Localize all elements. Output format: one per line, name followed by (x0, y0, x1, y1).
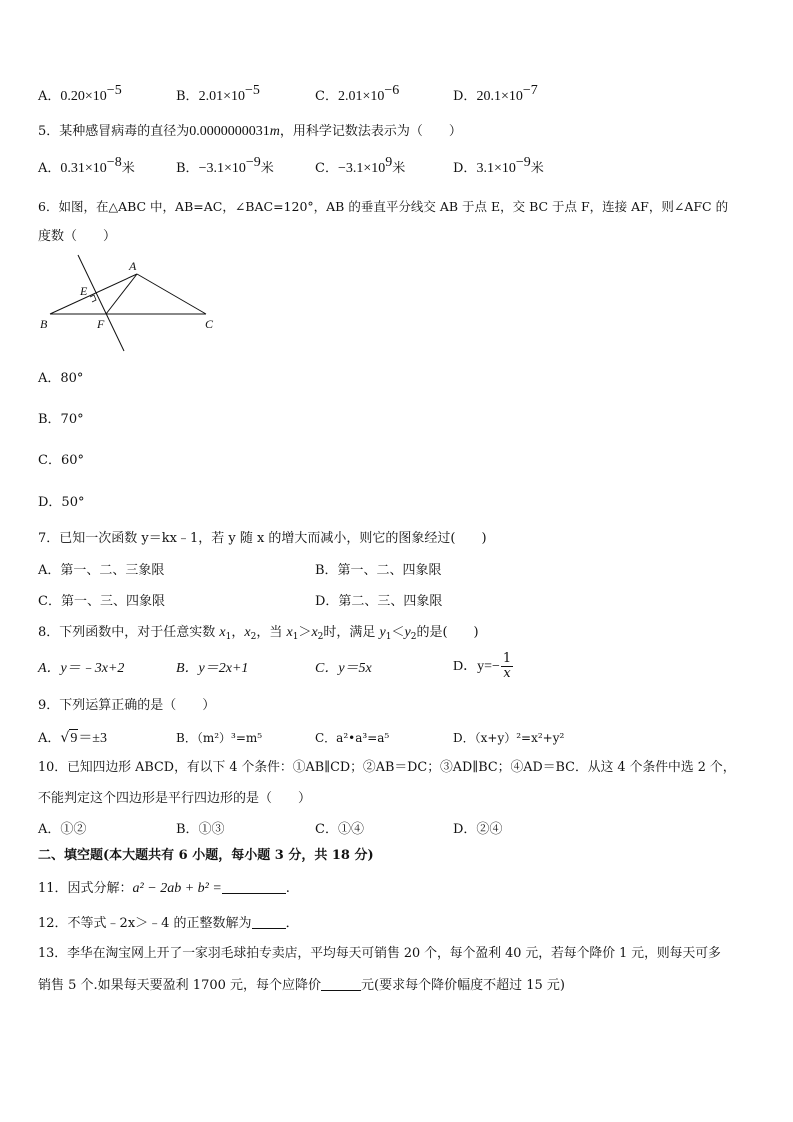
segment-af (106, 274, 137, 314)
fraction-one-over-x: $\frac{1}{x}$ (502, 651, 512, 681)
q12-answer-blank[interactable] (252, 914, 286, 929)
q9-option-d[interactable]: D．（x+y）²=x²+y² (453, 731, 565, 745)
q10-stem-line2: 不能判定这个四边形是平行四边形的是（ ） (38, 791, 312, 806)
side-ab (50, 274, 137, 314)
q5-option-d[interactable]: D．$3.1\times 10^{-9}$米 (453, 155, 544, 176)
q10-option-b[interactable]: B．①③ (176, 822, 225, 837)
section-title-fill-in: 二、填空题(本大题共有 6 小题，每小题 3 分，共 18 分) (38, 848, 374, 863)
q6-stem-line1: 6．如图，在△ABC 中，AB=AC，∠BAC=120°，AB 的垂直平分线交 AB 于点 E，交 BC 于点 F，连接 AF，则∠AFC 的 (38, 199, 729, 214)
q8-stem: 8．下列函数中，对于任意实数 $x_1$，$x_2$，当 $x_1>x_2$时，满足 $y_1<y_2$的是( ) (38, 625, 479, 642)
q5-option-b[interactable]: B．$-3.1\times 10^{-9}$米 (176, 155, 274, 176)
q9-stem: 9．下列运算正确的是（ ） (38, 698, 216, 713)
q7-option-d[interactable]: D．第二、三、四象限 (315, 594, 443, 609)
q6-option-a[interactable]: A．80° (38, 371, 84, 386)
q9-option-c[interactable]: C．a²•a³=a⁵ (315, 731, 390, 745)
perpendicular-bisector (78, 255, 124, 351)
q8-option-b[interactable]: B．y＝2x+1 (176, 661, 249, 676)
q4-option-a[interactable]: A．$0.20\times 10^{-5}$ (38, 83, 122, 104)
label-a: A (129, 259, 137, 273)
q13-stem-line1: 13．李华在淘宝网上开了一家羽毛球拍专卖店，平均每天可销售 20 个，每个盈利 40 元，若每个降价 1 元，则每天可多 (38, 946, 721, 961)
q8-option-a[interactable]: A．y＝﹣3x+2 (38, 661, 125, 676)
q10-stem-line1: 10．已知四边形 ABCD，有以下 4 个条件：①AB∥CD；②AB＝DC；③AD∥BC；④AD＝BC．从这 4 个条件中选 2 个， (38, 760, 736, 775)
right-angle-mark (90, 295, 96, 302)
q7-stem: 7．已知一次函数 y＝kx﹣1，若 y 随 x 的增大而减小，则它的图象经过( ) (38, 531, 487, 546)
q4-option-b[interactable]: B．$2.01\times 10^{-5}$ (176, 83, 260, 104)
q10-option-a[interactable]: A．①② (38, 822, 87, 837)
q9-option-b[interactable]: B．（m²）³=m⁵ (176, 731, 263, 745)
label-c: C (205, 317, 214, 331)
q10-option-d[interactable]: D．②④ (453, 822, 503, 837)
q8-option-c[interactable]: C．y＝5x (315, 661, 372, 676)
q11-stem: 11．因式分解：a² − 2ab + b² = . (38, 881, 290, 896)
q9-option-a[interactable]: A．√9＝±3 (38, 730, 107, 746)
q8-option-d[interactable]: D．y=− $\frac{1}{x}$ (453, 651, 512, 681)
q10-option-c[interactable]: C．①④ (315, 822, 364, 837)
label-b: B (40, 317, 48, 331)
q7-option-c[interactable]: C．第一、三、四象限 (38, 594, 165, 609)
q5-option-c[interactable]: C．$-3.1\times 10^9$米 (315, 155, 406, 176)
sqrt-icon: √ (60, 730, 70, 746)
q6-option-b[interactable]: B．70° (38, 412, 84, 427)
q4-option-c[interactable]: C．$2.01\times 10^{-6}$ (315, 83, 400, 104)
label-f: F (97, 317, 105, 331)
label-e: E (80, 284, 88, 298)
q5-stem: 5．某种感冒病毒的直径为0.0000000031m，用科学记数法表示为（ ） (38, 124, 462, 139)
q12-stem: 12．不等式﹣2x＞﹣4 的正整数解为 ． (38, 916, 299, 931)
q6-stem-line2: 度数（ ） (38, 229, 117, 244)
q6-triangle-figure (36, 250, 226, 355)
q4-option-d[interactable]: D．$20.1\times 10^{-7}$ (453, 83, 538, 104)
q11-answer-blank[interactable] (222, 879, 286, 894)
side-ac (137, 274, 206, 314)
q13-answer-blank[interactable] (321, 976, 361, 991)
q13-stem-line2: 销售 5 个.如果每天要盈利 1700 元，每个应降价 元(要求每个降价幅度不超过 15 元) (38, 978, 565, 993)
q5-option-a[interactable]: A．$0.31\times 10^{-8}$米 (38, 155, 135, 176)
q6-option-d[interactable]: D．50° (38, 495, 85, 510)
q7-option-b[interactable]: B．第一、二、四象限 (315, 563, 442, 578)
q7-option-a[interactable]: A．第一、二、三象限 (38, 563, 165, 578)
q6-option-c[interactable]: C．60° (38, 453, 84, 468)
